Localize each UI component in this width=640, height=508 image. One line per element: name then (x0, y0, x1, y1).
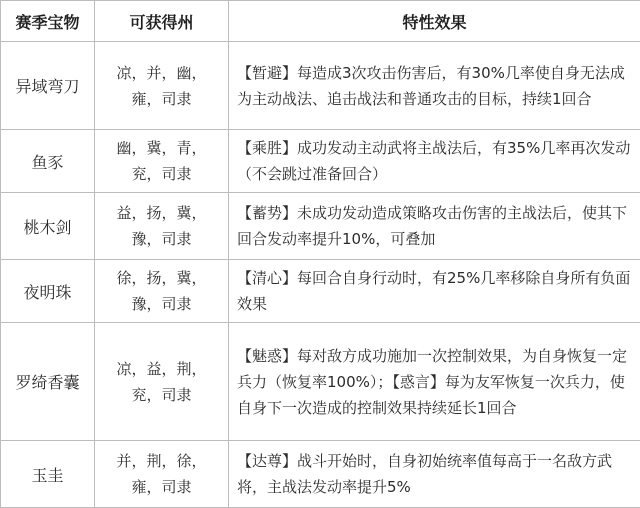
effect-text: 战斗开始时，自身初始统率值每高于一名敌方武将，主战法发动率提升5% (237, 452, 612, 496)
effect-description (229, 323, 640, 441)
table-row (1, 193, 640, 260)
table-row (1, 42, 640, 130)
effect-text: 成功发动主动武将主战法后，有35%几率再次发动（不会跳过准备回合） (237, 139, 630, 183)
treasure-name: 玉圭 (1, 441, 95, 508)
effect-tag: 【魅惑】 (237, 347, 297, 365)
effect-description (229, 42, 640, 130)
header-row (1, 1, 640, 42)
table-row (1, 260, 640, 323)
effect-description (229, 130, 640, 193)
effect-tag: 【暂避】 (237, 64, 297, 82)
region-list: 益，扬，冀，豫，司隶 (95, 193, 229, 260)
effect-text: 每造成3次攻击伤害后，有30%几率使自身无法成为主动战法、追击战法和普通攻击的目标，持续1回合 (237, 64, 625, 108)
region-list: 徐，扬，冀，豫，司隶 (95, 260, 229, 323)
region-list: 并，荆，徐，雍，司隶 (95, 441, 229, 508)
treasure-name: 异域弯刀 (1, 42, 95, 130)
effect-text: 每回合自身行动时，有25%几率移除自身所有负面效果 (237, 269, 630, 313)
table-row (1, 441, 640, 508)
effect-description (229, 441, 640, 508)
header-region: 可获得州 (95, 1, 229, 42)
effect-tag: 【乘胜】 (237, 139, 297, 157)
region-list: 凉，并，幽，雍，司隶 (95, 42, 229, 130)
table-row (1, 323, 640, 441)
table-row (1, 130, 640, 193)
effect-text: 每为友军恢复一次兵力，使自身下一次造成的控制效果持续延长1回合 (237, 373, 625, 417)
effect-description (229, 260, 640, 323)
header-effect: 特性效果 (229, 1, 640, 42)
treasure-name: 夜明珠 (1, 260, 95, 323)
effect-text: 每对敌方成功施加一次控制效果，为自身恢复一定兵力（恢复率100%）； (237, 347, 627, 391)
effect-text: 未成功发动造成策略攻击伤害的主战法后，使其下回合发动率提升10%，可叠加 (237, 204, 627, 248)
treasure-name: 鱼豕 (1, 130, 95, 193)
region-list: 凉，益，荆，兖，司隶 (95, 323, 229, 441)
region-list: 幽，冀，青，兖，司隶 (95, 130, 229, 193)
effect-tag: 【清心】 (237, 269, 297, 287)
effect-tag: 【蓄势】 (237, 204, 297, 222)
effect-tag: 【惑言】 (392, 373, 445, 391)
treasure-name: 桃木剑 (1, 193, 95, 260)
header-treasure: 赛季宝物 (1, 1, 95, 42)
effect-description (229, 193, 640, 260)
treasure-name: 罗绮香囊 (1, 323, 95, 441)
effect-tag: 【达尊】 (237, 452, 297, 470)
